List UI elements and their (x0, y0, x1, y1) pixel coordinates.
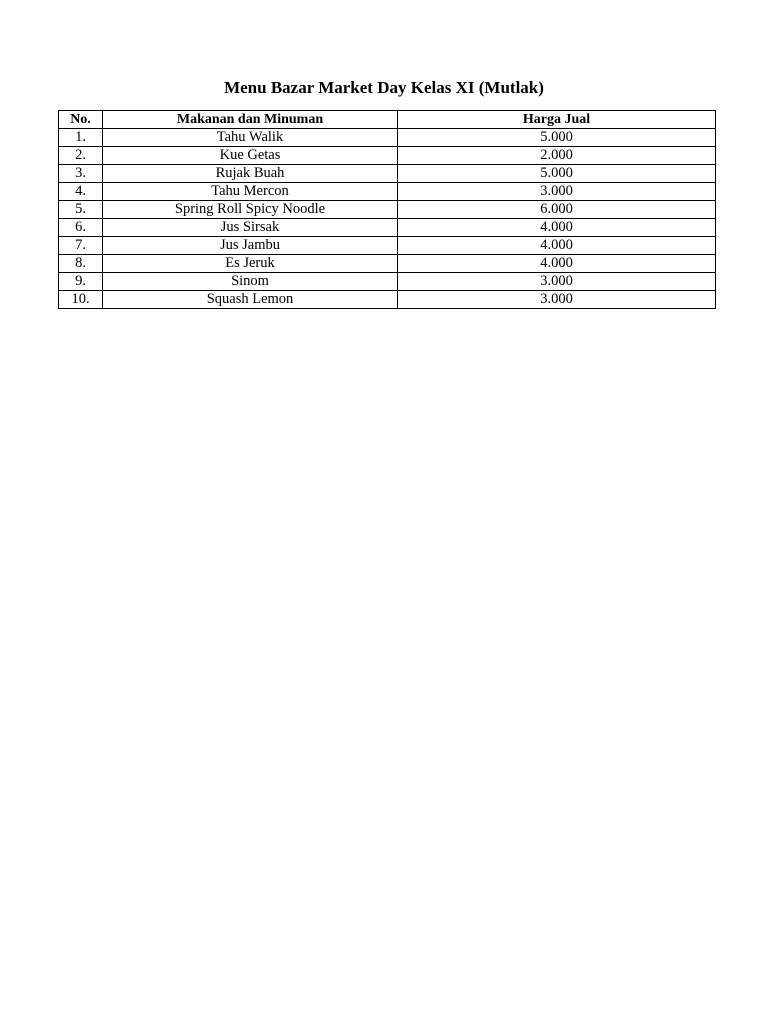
header-no: No. (59, 111, 103, 129)
cell-item: Tahu Walik (103, 129, 398, 147)
cell-no: 5. (59, 201, 103, 219)
table-row (59, 255, 716, 273)
cell-item: Kue Getas (103, 147, 398, 165)
header-price: Harga Jual (398, 111, 716, 129)
table-row (59, 219, 716, 237)
cell-price: 6.000 (398, 201, 716, 219)
cell-item: Jus Sirsak (103, 219, 398, 237)
cell-price: 2.000 (398, 147, 716, 165)
cell-item: Spring Roll Spicy Noodle (103, 201, 398, 219)
table-row (59, 129, 716, 147)
cell-price: 3.000 (398, 291, 716, 309)
cell-item: Squash Lemon (103, 291, 398, 309)
cell-no: 3. (59, 165, 103, 183)
table-header-row (59, 111, 716, 129)
cell-no: 4. (59, 183, 103, 201)
table-row (59, 273, 716, 291)
cell-item: Jus Jambu (103, 237, 398, 255)
cell-no: 9. (59, 273, 103, 291)
page-title: Menu Bazar Market Day Kelas XI (Mutlak) (224, 78, 544, 97)
table-row (59, 183, 716, 201)
cell-no: 1. (59, 129, 103, 147)
cell-no: 2. (59, 147, 103, 165)
menu-table (58, 110, 716, 309)
table-row (59, 201, 716, 219)
table-row (59, 147, 716, 165)
cell-price: 5.000 (398, 165, 716, 183)
cell-price: 3.000 (398, 273, 716, 291)
table-row (59, 291, 716, 309)
cell-item: Es Jeruk (103, 255, 398, 273)
cell-price: 4.000 (398, 237, 716, 255)
header-item: Makanan dan Minuman (103, 111, 398, 129)
cell-price: 4.000 (398, 255, 716, 273)
cell-price: 4.000 (398, 219, 716, 237)
cell-item: Tahu Mercon (103, 183, 398, 201)
cell-no: 10. (59, 291, 103, 309)
cell-item: Rujak Buah (103, 165, 398, 183)
table-row (59, 237, 716, 255)
cell-price: 3.000 (398, 183, 716, 201)
table-row (59, 165, 716, 183)
cell-no: 8. (59, 255, 103, 273)
cell-price: 5.000 (398, 129, 716, 147)
cell-no: 7. (59, 237, 103, 255)
cell-no: 6. (59, 219, 103, 237)
cell-item: Sinom (103, 273, 398, 291)
